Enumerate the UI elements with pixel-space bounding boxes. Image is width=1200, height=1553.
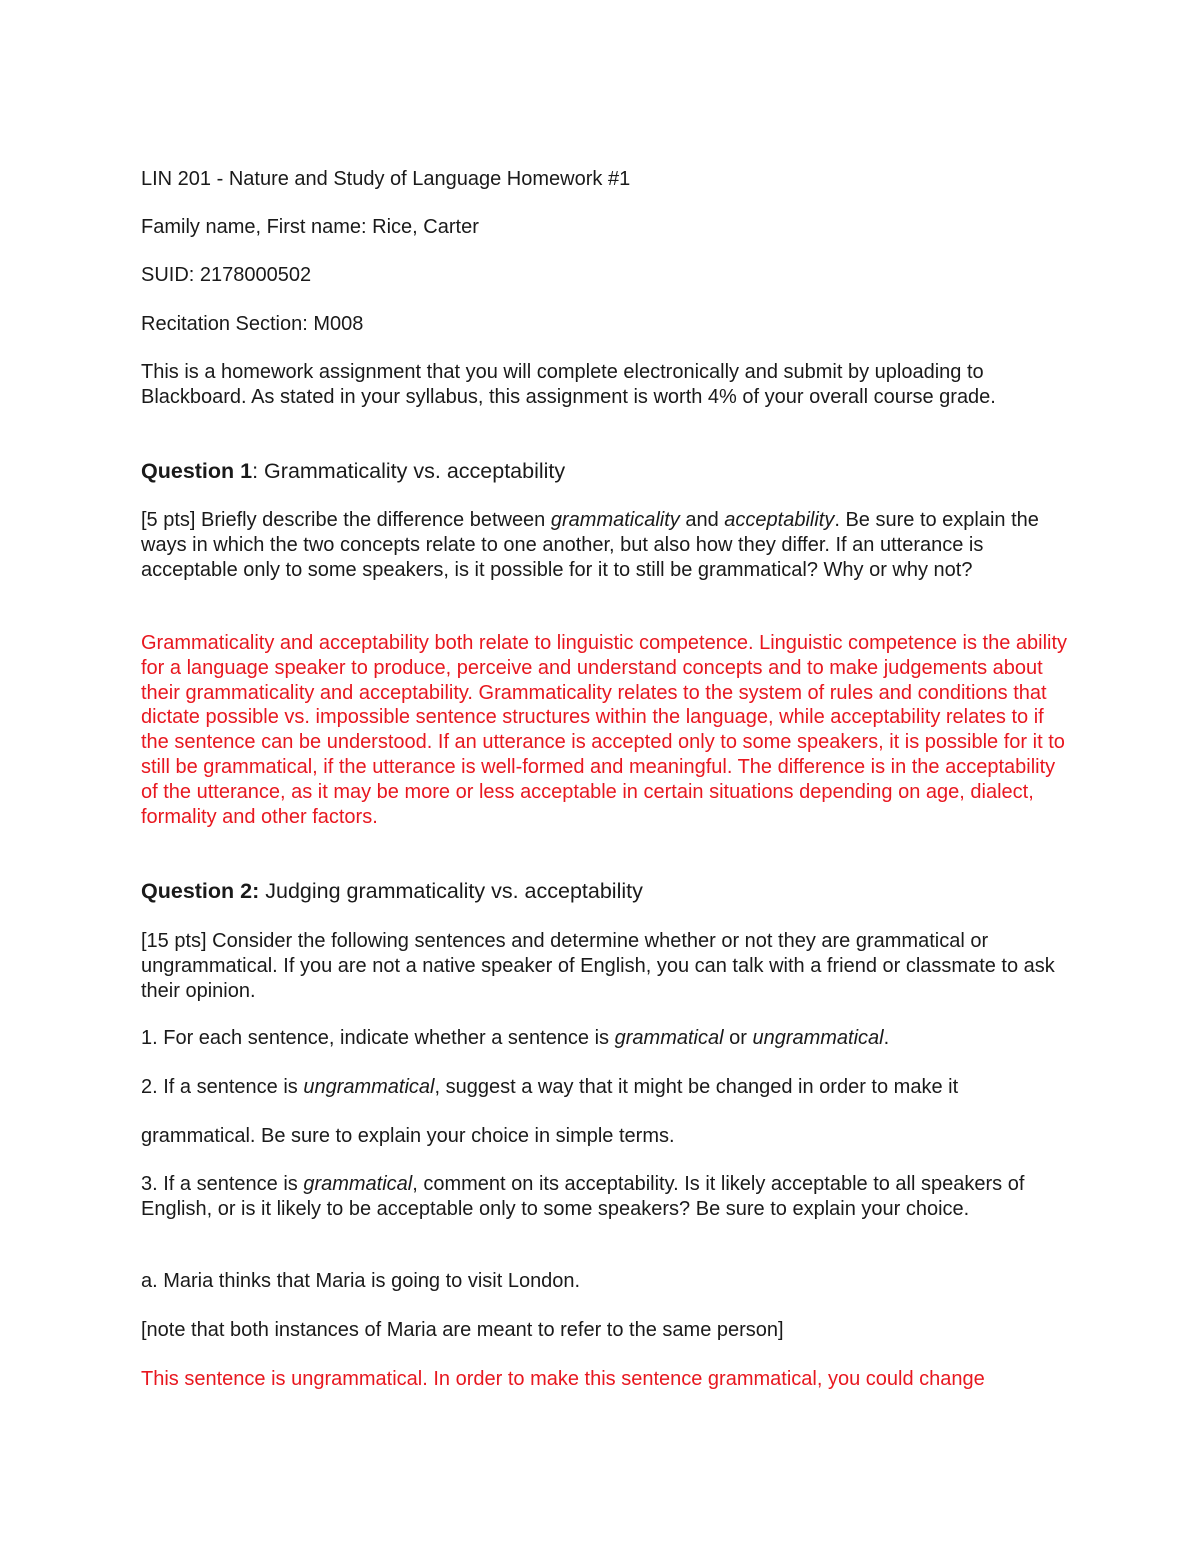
suid-line: SUID: 2178000502: [141, 264, 312, 286]
instruction-text: 2. If a sentence is: [141, 1076, 304, 1098]
instruction-text: .: [883, 1027, 890, 1049]
question-1-title: : Grammaticality vs. acceptability: [252, 459, 566, 483]
term-ungrammatical: ungrammatical: [303, 1076, 435, 1098]
prompt-text: [5 pts] Briefly describe the difference between: [141, 509, 551, 531]
term-ungrammatical: ungrammatical: [752, 1027, 884, 1049]
instruction-item-1: [141, 1026, 1071, 1051]
prompt-text: and: [679, 509, 725, 531]
term-grammatical: grammatical: [303, 1173, 413, 1195]
instruction-item-2-continued: grammatical. Be sure to explain your choice in simple terms.: [141, 1125, 675, 1147]
prompt-text: . Be sure to explain the ways in which the two concepts relate to one another, but also how they differ. If an utterance is acceptable only to some speakers, is it possible for it to still be grammatical? Why or why not?: [141, 509, 1039, 581]
question-2-heading: [141, 878, 1071, 904]
answer-sentence-a: This sentence is ungrammatical. In order to make this sentence grammatical, you could change: [141, 1368, 985, 1390]
student-name-line: Family name, First name: Rice, Carter: [141, 216, 479, 238]
recitation-line: Recitation Section: M008: [141, 313, 364, 335]
example-sentence-note: [note that both instances of Maria are meant to refer to the same person]: [141, 1319, 784, 1341]
question-1-prompt: [141, 508, 1071, 582]
example-sentence-a: a. Maria thinks that Maria is going to visit London.: [141, 1270, 581, 1292]
term-grammatical: grammatical: [614, 1027, 724, 1049]
term-grammaticality: grammaticality: [550, 509, 680, 531]
instruction-text: 3. If a sentence is: [141, 1173, 304, 1195]
instruction-text: , comment on its acceptability. Is it likely acceptable to all speakers of English, or is it likely to be acceptable only to some speakers? Be sure to explain your choice.: [141, 1173, 1025, 1220]
instruction-text: , suggest a way that it might be changed in order to make it: [434, 1076, 959, 1098]
instruction-item-2: [141, 1075, 1071, 1100]
question-1-label: Question 1: [141, 459, 253, 483]
instruction-text: 1. For each sentence, indicate whether a sentence is: [141, 1027, 615, 1049]
question-1-heading: [141, 458, 1071, 484]
term-acceptability: acceptability: [724, 509, 835, 531]
question-2-prompt: [15 pts] Consider the following sentences and determine whether or not they are grammatical or ungrammatical. If you are not a native speaker of English, you can talk with a friend or classmate to ask their opinion.: [141, 930, 1055, 1002]
intro-paragraph: This is a homework assignment that you will complete electronically and submit by uploading to Blackboard. As stated in your syllabus, this assignment is worth 4% of your overall course grade.: [141, 361, 996, 408]
instruction-text: or: [723, 1027, 753, 1049]
question-2-label: Question 2:: [141, 879, 260, 903]
instruction-item-3: [141, 1172, 1071, 1222]
document-title: LIN 201 - Nature and Study of Language Homework #1: [141, 168, 631, 190]
question-1-answer: Grammaticality and acceptability both relate to linguistic competence. Linguistic competence is the ability for a language speaker to produce, perceive and understand concepts and to make judgements about their grammaticality and acceptability. Grammaticality relates to the system of rules and conditions that dictate possible vs. impossible sentence structures within the language, while acceptability relates to if the sentence can be understood. If an utterance is accepted only to some speakers, it is possible for it to still be grammatical, if the utterance is well-formed and meaningful. The difference is in the acceptability of the utterance, as it may be more or less acceptable in certain situations depending on age, dialect, formality and other factors.: [141, 632, 1068, 828]
question-2-title: Judging grammaticality vs. acceptability: [259, 879, 643, 903]
